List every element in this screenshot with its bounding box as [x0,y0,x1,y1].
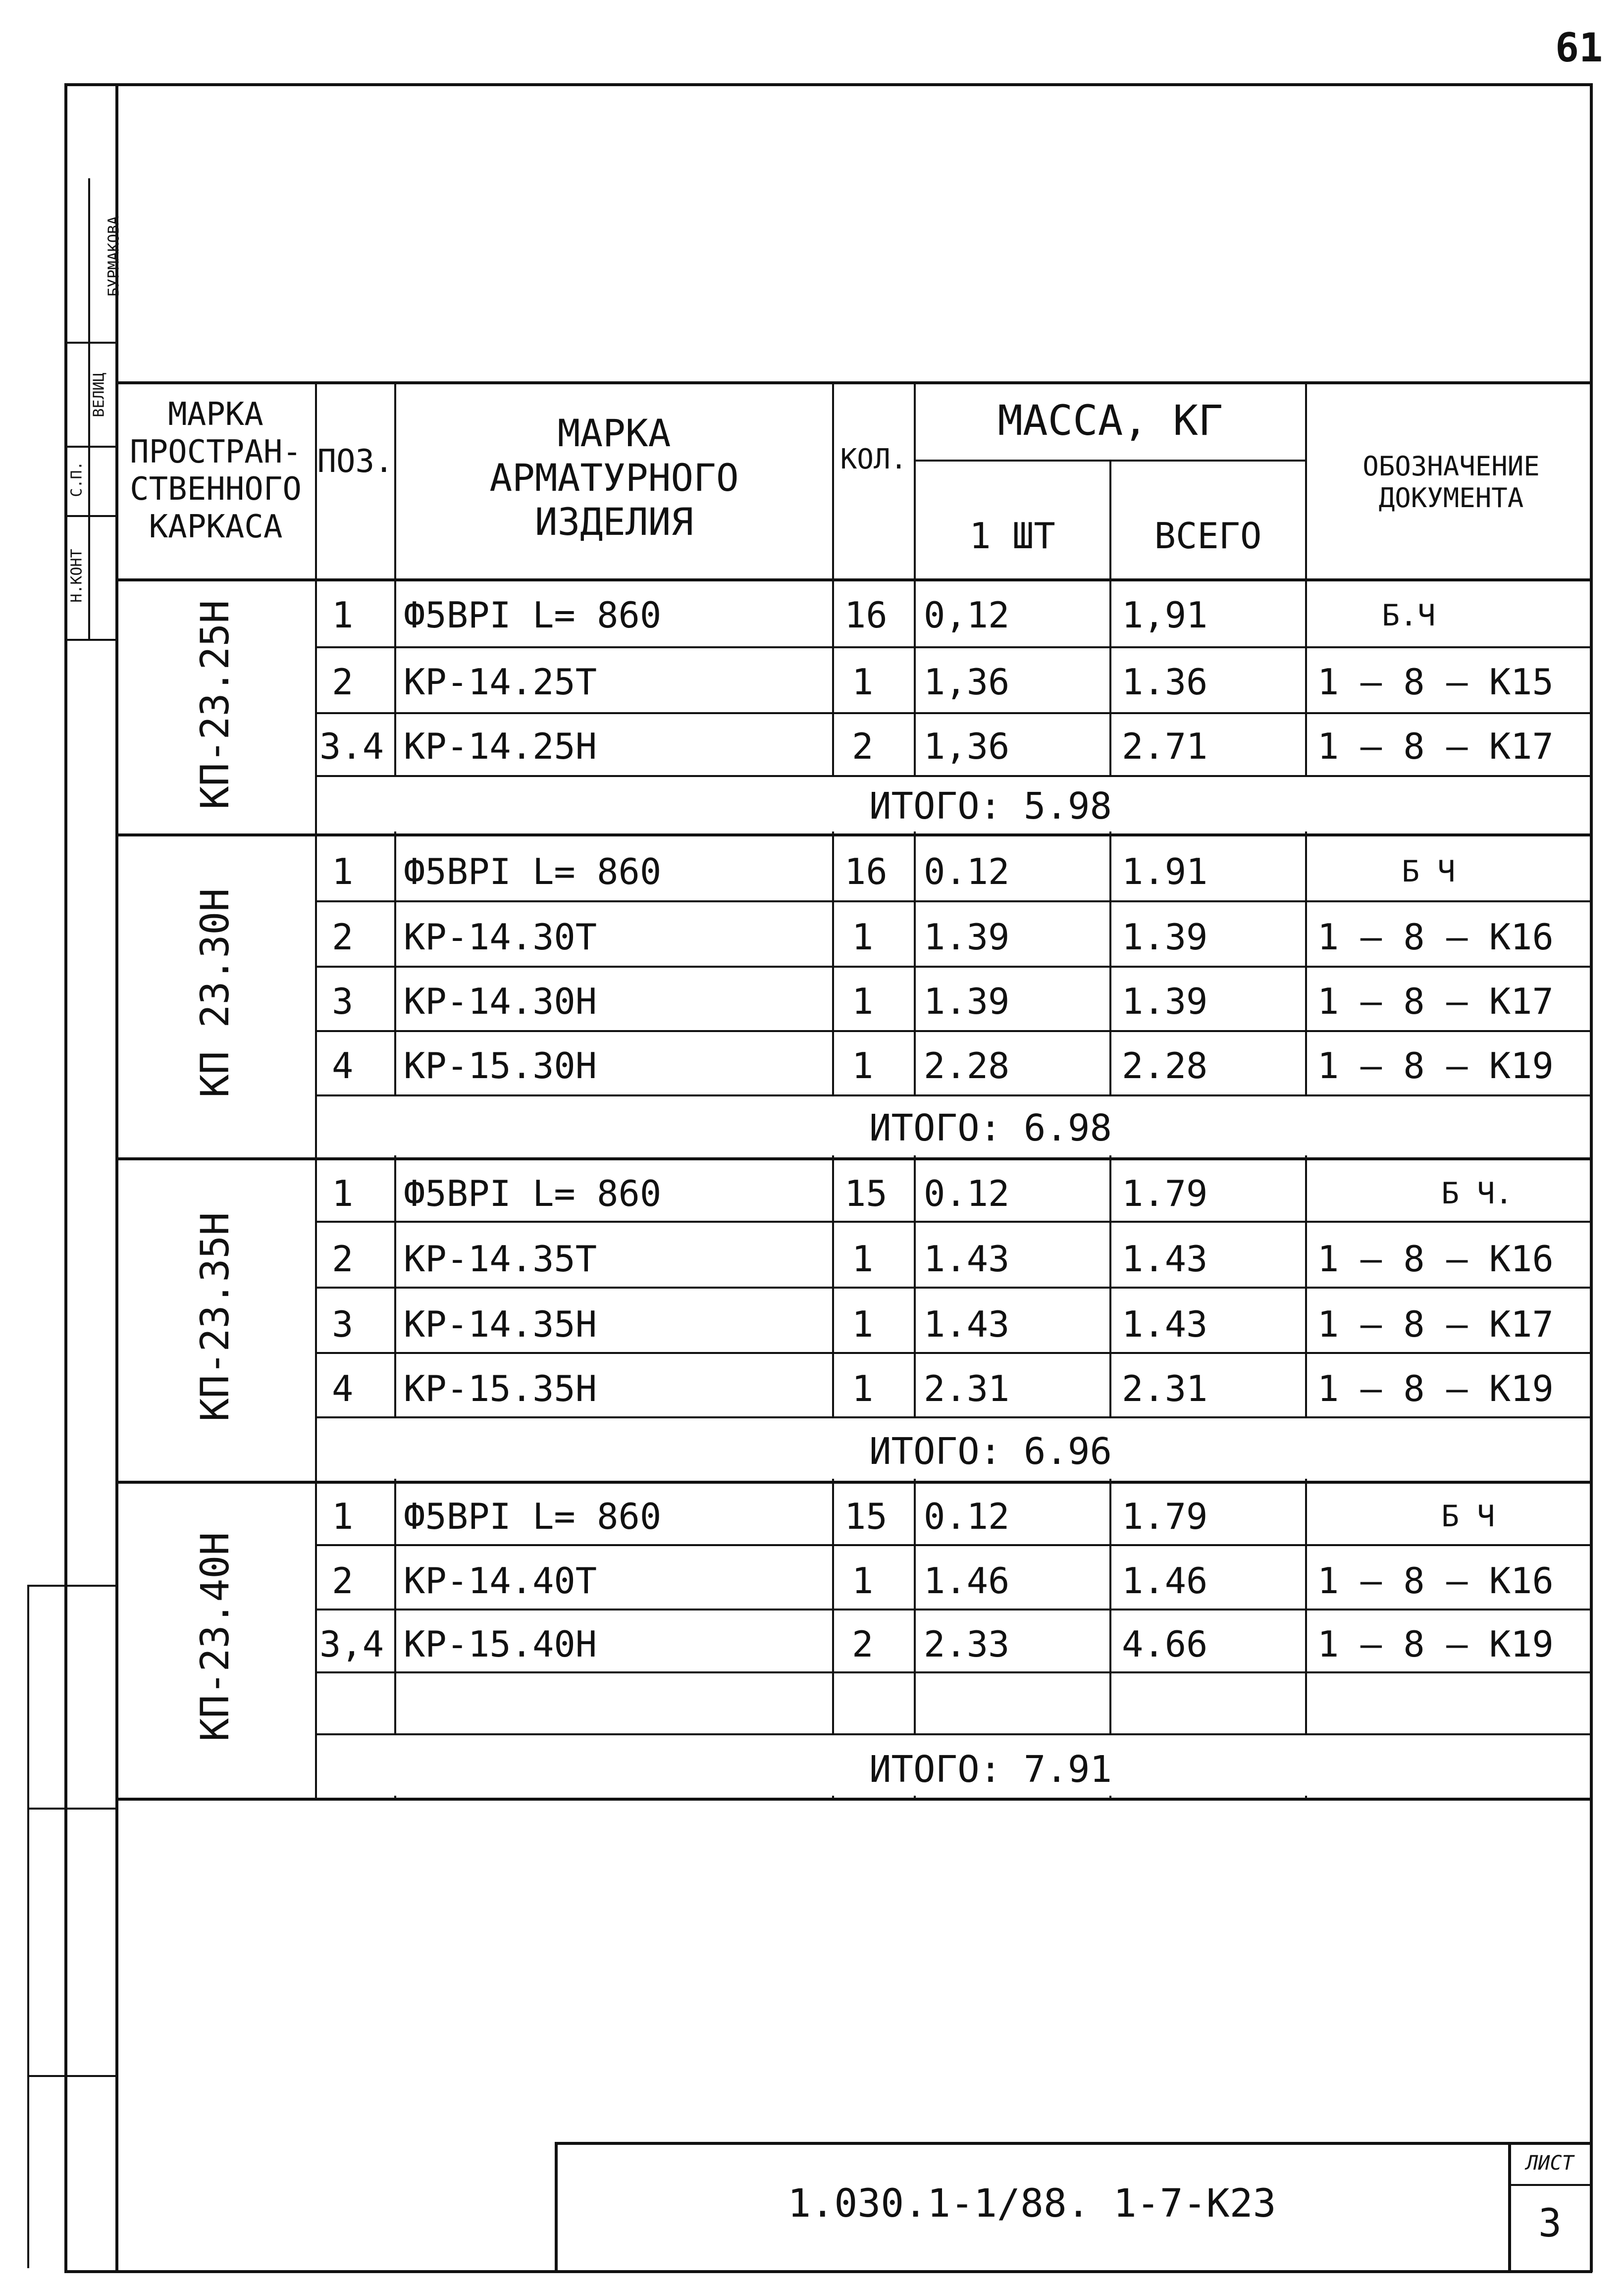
group-carcass-label: КП-23.35Н [193,1212,238,1422]
group-total: ИТОГО: 6.96 [869,1430,1112,1473]
group-carcass-label: КП-23.40Н [193,1532,238,1742]
sheet-number: 3 [1538,2201,1562,2246]
stamp-label: С.П. [68,461,86,497]
cell-mass-total: 1.79 [1122,1173,1208,1214]
cell-pos: 3,4 [319,1623,384,1665]
cell-item: Ф5ВРI L= 860 [404,1496,662,1537]
cell-pos: 2 [332,1560,354,1602]
cell-mass-one: 2.33 [924,1623,1010,1665]
cell-item: КР-14.35Н [404,1303,597,1345]
cell-qty: 16 [844,851,888,892]
cell-doc: 1 – 8 – К16 [1317,1560,1554,1602]
cell-item: КР-14.25Т [404,661,597,703]
cell-item: КР-14.35Т [404,1238,597,1280]
cell-mass-total: 2.31 [1122,1368,1208,1409]
cell-mass-total: 1.43 [1122,1303,1208,1345]
cell-doc: 1 – 8 – К16 [1317,1238,1554,1280]
cell-mass-one: 0.12 [924,1496,1010,1537]
sheet-label: ЛИСТ [1526,2152,1574,2175]
frame-right [1590,83,1593,2272]
cell-item: Ф5ВРI L= 860 [404,851,662,892]
cell-mass-total: 1.46 [1122,1560,1208,1602]
cell-pos: 2 [332,916,354,958]
cell-item: КР-15.35Н [404,1368,597,1409]
cell-qty: 15 [844,1496,888,1537]
cell-mass-total: 2.71 [1122,726,1208,767]
cell-item: КР-14.30Н [404,981,597,1022]
cell-pos: 2 [332,1238,354,1280]
cell-mass-one: 1.39 [924,981,1010,1022]
group-carcass-label: КП 23.30Н [193,888,238,1098]
cell-item: КР-15.40Н [404,1623,597,1665]
cell-mass-one: 1,36 [924,726,1010,767]
cell-item: КР-15.30Н [404,1045,597,1087]
cell-mass-one: 1.43 [924,1238,1010,1280]
cell-mass-total: 2.28 [1122,1045,1208,1087]
cell-qty: 1 [852,1303,874,1345]
cell-item: КР-14.30Т [404,916,597,958]
stamp-label: Н.КОНТ [68,549,86,603]
cell-doc: Б.Ч [1382,598,1436,633]
header-mass: МАССА, КГ [997,396,1223,445]
cell-pos: 1 [332,851,354,892]
cell-doc: Б Ч [1402,854,1456,889]
cell-mass-one: 2.31 [924,1368,1010,1409]
document-code: 1.030.1-1/88. 1-7-К23 [787,2181,1276,2226]
cell-qty: 1 [852,1368,874,1409]
cell-qty: 16 [844,594,888,636]
header-document: ОБОЗНАЧЕНИЕ ДОКУМЕНТА [1362,451,1540,514]
page-number: 61 [1555,25,1603,71]
cell-mass-total: 1.36 [1122,661,1208,703]
frame-bottom [64,2270,1592,2273]
header-carcass-mark: МАРКА ПРОСТРАН- СТВЕННОГО КАРКАСА [130,396,302,545]
cell-mass-one: 0.12 [924,1173,1010,1214]
cell-doc: Б Ч [1441,1499,1495,1534]
cell-qty: 15 [844,1173,888,1214]
cell-doc: 1 – 8 – К19 [1317,1623,1554,1665]
group-total: ИТОГО: 6.98 [869,1107,1112,1149]
group-total: ИТОГО: 5.98 [869,785,1112,828]
cell-qty: 1 [852,1560,874,1602]
cell-mass-total: 1.39 [1122,916,1208,958]
cell-doc: 1 – 8 – К19 [1317,1368,1554,1409]
cell-pos: 1 [332,1173,354,1214]
cell-doc: 1 – 8 – К16 [1317,916,1554,958]
cell-qty: 1 [852,1238,874,1280]
cell-pos: 4 [332,1045,354,1087]
cell-pos: 3.4 [319,726,384,767]
cell-mass-one: 1,36 [924,661,1010,703]
cell-doc: Б Ч. [1441,1176,1513,1211]
header-pos: ПОЗ. [317,443,394,480]
header-mass-total: ВСЕГО [1154,515,1262,557]
stamp-label: БУРМАКОВА [105,216,123,297]
cell-mass-total: 1.43 [1122,1238,1208,1280]
cell-pos: 1 [332,594,354,636]
cell-qty: 1 [852,981,874,1022]
cell-mass-total: 1.91 [1122,851,1208,892]
cell-qty: 1 [852,661,874,703]
cell-pos: 3 [332,1303,354,1345]
cell-item: Ф5ВРI L= 860 [404,594,662,636]
cell-qty: 2 [852,1623,874,1665]
cell-item: КР-14.40Т [404,1560,597,1602]
cell-doc: 1 – 8 – К17 [1317,1303,1554,1345]
cell-qty: 1 [852,916,874,958]
cell-mass-total: 1.79 [1122,1496,1208,1537]
cell-qty: 2 [852,726,874,767]
cell-mass-one: 1.43 [924,1303,1010,1345]
frame-top [64,83,1592,86]
cell-item: Ф5ВРI L= 860 [404,1173,662,1214]
cell-mass-one: 2.28 [924,1045,1010,1087]
cell-pos: 2 [332,661,354,703]
cell-mass-one: 1.39 [924,916,1010,958]
cell-mass-one: 0,12 [924,594,1010,636]
header-qty: КОЛ. [840,443,907,475]
cell-doc: 1 – 8 – К19 [1317,1045,1554,1087]
header-item-mark: МАРКА АРМАТУРНОГО ИЗДЕЛИЯ [489,411,739,544]
group-total: ИТОГО: 7.91 [869,1748,1112,1791]
cell-doc: 1 – 8 – К15 [1317,661,1554,703]
cell-doc: 1 – 8 – К17 [1317,981,1554,1022]
cell-pos: 3 [332,981,354,1022]
group-carcass-label: КП-23.25Н [193,600,238,810]
cell-qty: 1 [852,1045,874,1087]
cell-pos: 4 [332,1368,354,1409]
cell-item: КР-14.25Н [404,726,597,767]
cell-mass-total: 1,91 [1122,594,1208,636]
header-mass-one: 1 ШТ [969,515,1055,557]
cell-mass-one: 0.12 [924,851,1010,892]
cell-mass-total: 1.39 [1122,981,1208,1022]
cell-pos: 1 [332,1496,354,1537]
cell-mass-one: 1.46 [924,1560,1010,1602]
cell-mass-total: 4.66 [1122,1623,1208,1665]
cell-doc: 1 – 8 – К17 [1317,726,1554,767]
stamp-label: ВЕЛИЦ [90,372,108,417]
